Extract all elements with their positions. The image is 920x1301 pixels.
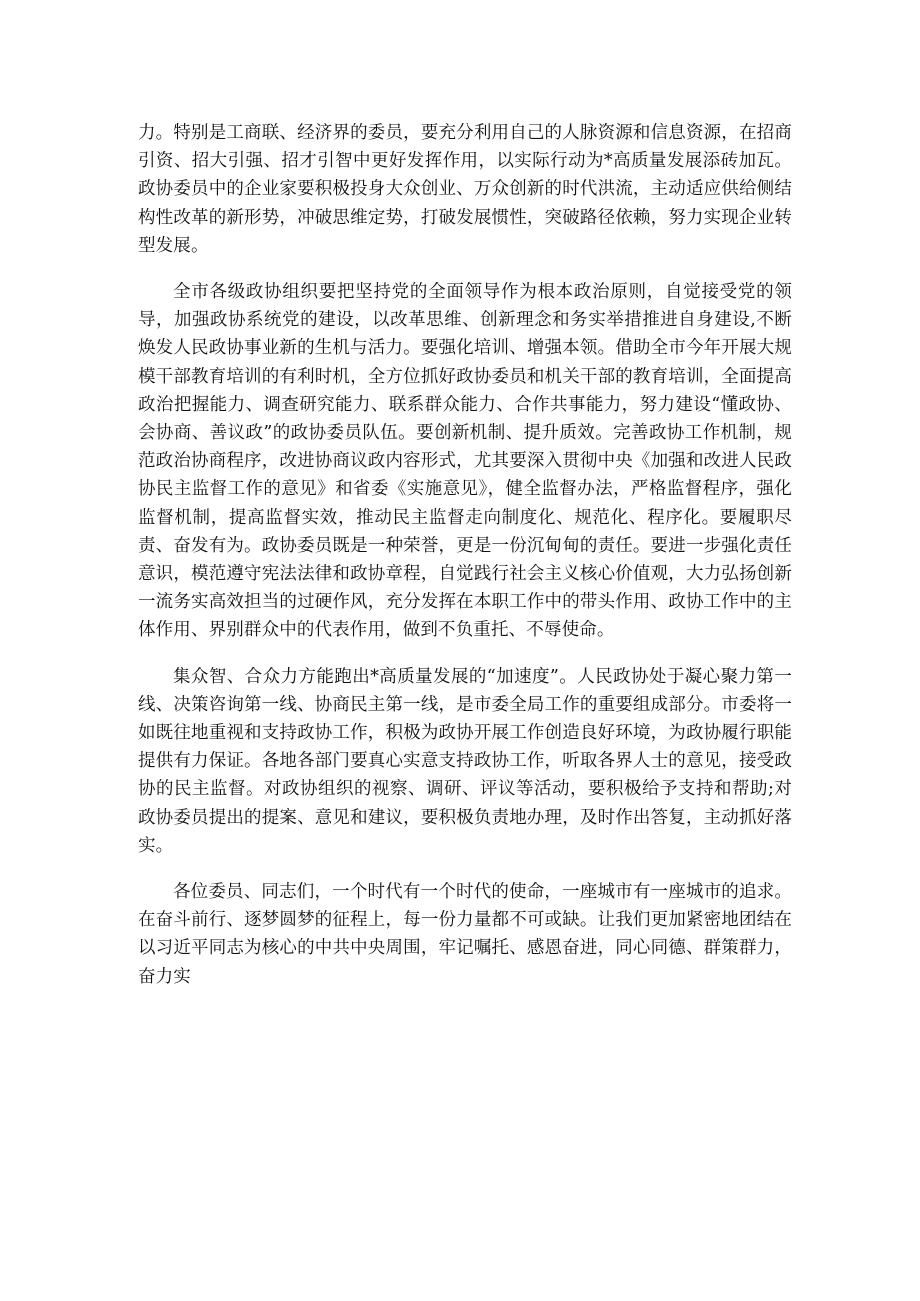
document-body — [138, 119, 792, 1009]
paragraph-3: 集众智、合众力方能跑出*高质量发展的“加速度”。人民政协处于凝心聚力第一线、决策咨询第一线、协商民主第一线，是市委全局工作的重要组成部分。市委将一如既往地重视和支持政协工作，积极为政协开展工作创造良好环境，为政协履行职能提供有力保证。各地各部门要真心实意支持政协工作，听取各界人士的意见，接受政协的民主监督。对政协组织的视察、调研、评议等活动，要积极给予支持和帮助;对政协委员提出的提案、意见和建议，要积极负责地办理，及时作出答复，主动抓好落实。 — [138, 666, 792, 856]
paragraph-1: 力。特别是工商联、经济界的委员，要充分利用自己的人脉资源和信息资源，在招商引资、招大引强、招才引智中更好发挥作用，以实际行动为*高质量发展添砖加瓦。政协委员中的企业家要积极投身大众创业、万众创新的时代洪流，主动适应供给侧结构性改革的新形势，冲破思维定势，打破发展惯性，突破路径依赖，努力实现企业转型发展。 — [138, 123, 792, 256]
paragraph-4: 各位委员、同志们，一个时代有一个时代的使命，一座城市有一座城市的追求。在奋斗前行、逐梦圆梦的征程上，每一份力量都不可或缺。让我们更加紧密地团结在以习近平同志为核心的中共中央周围，牢记嘱托、感恩奋进，同心同德、群策群力，奋力实 — [138, 882, 792, 987]
paragraph-2: 全市各级政协组织要把坚持党的全面领导作为根本政治原则，自觉接受党的领导，加强政协系统党的建设，以改革思维、创新理念和务实举措推进自身建设,不断焕发人民政协事业新的生机与活力。要强化培训、增强本领。借助全市今年开展大规模干部教育培训的有利时机，全方位抓好政协委员和机关干部的教育培训，全面提高政治把握能力、调查研究能力、联系群众能力、合作共事能力，努力建设“懂政协、会协商、善议政”的政协委员队伍。要创新机制、提升质效。完善政协工作机制，规范政治协商程序，改进协商议政内容形式，尤其要深入贯彻中央《加强和改进人民政协民主监督工作的意见》和省委《实施意见》，健全监督办法，严格监督程序，强化监督机制，提高监督实效，推动民主监督走向制度化、规范化、程序化。要履职尽责、奋发有为。政协委员既是一种荣誉，更是一份沉甸甸的责任。要进一步强化责任意识，模范遵守宪法法律和政协章程，自觉践行社会主义核心价值观，大力弘扬创新一流务实高效担当的过硬作风，充分发挥在本职工作中的带头作用、政协工作中的主体作用、界别群众中的代表作用，做到不负重托、不辱使命。 — [138, 282, 792, 641]
